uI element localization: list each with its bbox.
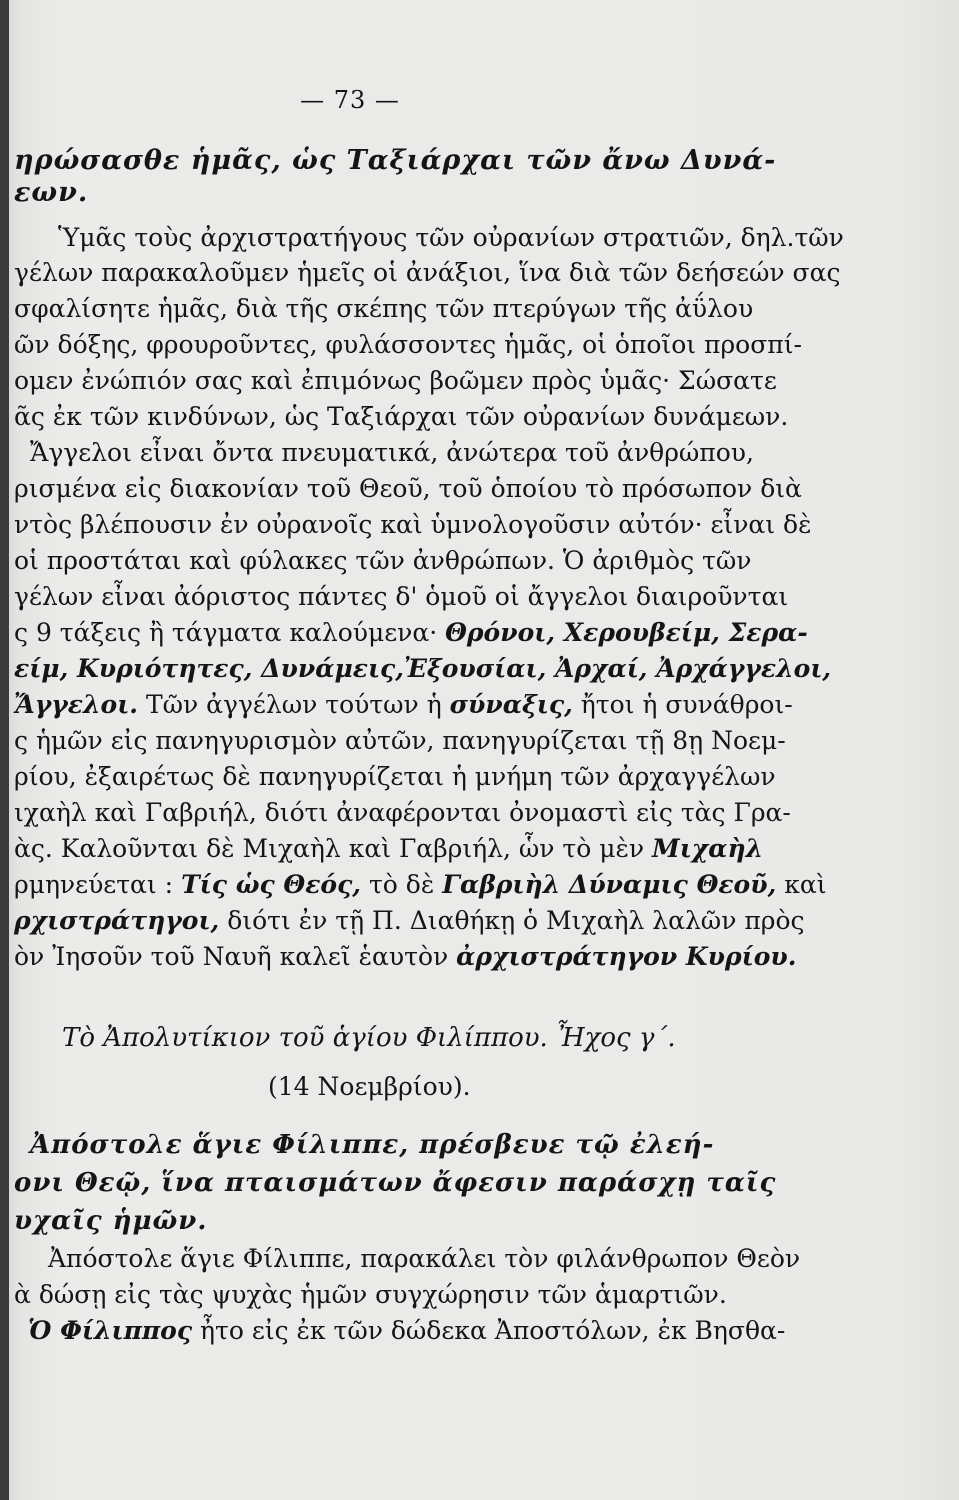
and-word: καὶ <box>784 870 827 899</box>
synaxis-word: σύναξις, <box>449 690 573 719</box>
para2-line-14 <box>14 906 805 936</box>
apolytikion-date: (14 Νοεμβρίου). <box>268 1072 471 1101</box>
para2-line-15 <box>14 942 796 972</box>
archistrategoi-word: ρχιστράτηγοι, <box>14 906 220 935</box>
para2-line-10: ρίου, ἐξαιρέτως δὲ πανηγυρίζεται ἡ μνήμη τῶν ἀρχαγγέλων <box>14 762 776 791</box>
para2-line-4: οἱ προστάται καὶ φύλακες τῶν ἀνθρώπων. Ὁ ἀριθμὸς τῶν <box>14 546 752 575</box>
para2-line-8 <box>14 690 793 720</box>
page-number: — 73 — <box>300 86 400 114</box>
para2-line-9: ς ἡμῶν εἰς πανηγυρισμὸν αὐτῶν, πανηγυρίζεται τῇ 8ῃ Νοεμ- <box>14 726 786 755</box>
para1-line-5: ομεν ἐνώπιόν σας καὶ ἐπιμόνως βοῶμεν πρὸς ὑμᾶς· Σώσατε <box>14 366 777 395</box>
philip-name: Ὁ Φίλιππος <box>28 1316 193 1345</box>
paraphrase-line-2: ὰ δώσῃ εἰς τὰς ψυχὰς ἡμῶν συγχώρησιν τῶν ἁμαρτιῶν. <box>14 1280 727 1309</box>
para1-line-6: ᾶς ἐκ τῶν κινδύνων, ὡς Ταξιάρχαι τῶν οὐρανίων δυνάμεων. <box>14 402 789 431</box>
para2-line-3: ντὸς βλέπουσιν ἐν οὐρανοῖς καὶ ὑμνολογοῦσιν αὐτόν· εἶναι δὲ <box>14 510 812 539</box>
para2-line-7: είμ, Κυριότητες, Δυνάμεις,Ἐξουσίαι, Ἀρχαί, Ἀρχάγγελοι, <box>14 654 832 683</box>
para2-line-15-text: ὸν Ἰησοῦν τοῦ Ναυῆ καλεῖ ἑαυτὸν <box>14 942 449 971</box>
para2-line-1: Ἄγγελοι εἶναι ὄντα πνευματικά, ἀνώτερα τοῦ ἀνθρώπου, <box>30 438 754 467</box>
interpreted-text: ρμηνεύεται : <box>14 870 174 899</box>
para2-line-5: γέλων εἶναι ἀόριστος πάντες δ' ὁμοῦ οἱ ἄγγελοι διαιροῦνται <box>14 582 789 611</box>
hymn-line-1: Ἀπόστολε ἅγιε Φίλιππε, πρέσβευε τῷ ἐλεή- <box>30 1130 715 1160</box>
para1-line-3: σφαλίσητε ἡμᾶς, διὰ τῆς σκέπης τῶν πτερύγων τῆς ἀΰλου <box>14 294 754 323</box>
archistrategos-kyriou-text: ἀρχιστράτηγον Κυρίου. <box>456 942 797 971</box>
para2-line-8-tail: ἤτοι ἡ συνάθροι- <box>580 690 793 719</box>
gabriel-meaning-text: Γαβριὴλ Δύναμις Θεοῦ, <box>442 870 777 899</box>
angel-orders-text: Θρόνοι, Χερουβείμ, Σερα- <box>445 618 808 647</box>
para2-line-6-text: ς 9 τάξεις ἢ τάγματα καλούμενα· <box>14 618 438 647</box>
angels-word: Ἄγγελοι. <box>14 690 138 719</box>
para2-line-6 <box>14 618 808 648</box>
michael-word: Μιχαὴλ <box>652 834 764 863</box>
apolytikion-title: Τὸ Ἀπολυτίκιον τοῦ ἁγίου Φιλίππου. Ἦχος γ΄. <box>62 1023 676 1053</box>
para1-line-1: Ὑμᾶς τοὺς ἀρχιστρατήγους τῶν οὐρανίων στρατιῶν, δηλ.τῶν <box>58 223 844 252</box>
paraphrase-line-1: Ἀπόστολε ἅγιε Φίλιππε, παρακάλει τὸν φιλάνθρωπον Θεὸν <box>48 1244 801 1273</box>
hymn-line-3: υχαῖς ἡμῶν. <box>14 1206 208 1236</box>
para2-line-2: ρισμένα εἰς διακονίαν τοῦ Θεοῦ, τοῦ ὁποίου τὸ πρόσωπον διὰ <box>14 474 802 503</box>
philip-line-text: ἦτο εἰς ἐκ τῶν δώδεκα Ἀποστόλων, ἐκ Βησθα- <box>200 1316 786 1345</box>
hymn-line-2: ονι Θεῷ, ἵνα πταισμάτων ἄφεσιν παράσχῃ ταῖς <box>14 1168 777 1198</box>
para2-line-12 <box>14 834 763 864</box>
heading-line-2: εων. <box>14 177 89 208</box>
para2-line-12-text: ὰς. Καλοῦνται δὲ Μιχαὴλ καὶ Γαβριήλ, ὧν τὸ μὲν <box>14 834 645 863</box>
who-is-like-god-text: Τίς ὡς Θεός, <box>181 870 361 899</box>
para2-line-13 <box>14 870 827 900</box>
page-binding-edge <box>0 0 9 1500</box>
para2-line-14-text: διότι ἐν τῇ Π. Διαθήκῃ ὁ Μιχαὴλ λαλῶν πρὸς <box>227 906 805 935</box>
heading-line-1: ηρώσασθε ἡμᾶς, ὡς Ταξιάρχαι τῶν ἄνω Δυνά- <box>14 145 777 176</box>
para2-line-11: ιχαὴλ καὶ Γαβριήλ, διότι ἀναφέρονται ὀνομαστὶ εἰς τὰς Γρα- <box>14 798 791 827</box>
para1-line-4: ῶν δόξης, φρουροῦντες, φυλάσσοντες ἡμᾶς, οἱ ὁποῖοι προσπί- <box>14 330 802 359</box>
para1-line-2: γέλων παρακαλοῦμεν ἡμεῖς οἱ ἀνάξιοι, ἵνα διὰ τῶν δεήσεών σας <box>14 258 841 287</box>
philip-line <box>28 1316 785 1346</box>
and-the-text: τὸ δὲ <box>368 870 435 899</box>
para2-line-8-text: Τῶν ἀγγέλων τούτων ἡ <box>145 690 442 719</box>
